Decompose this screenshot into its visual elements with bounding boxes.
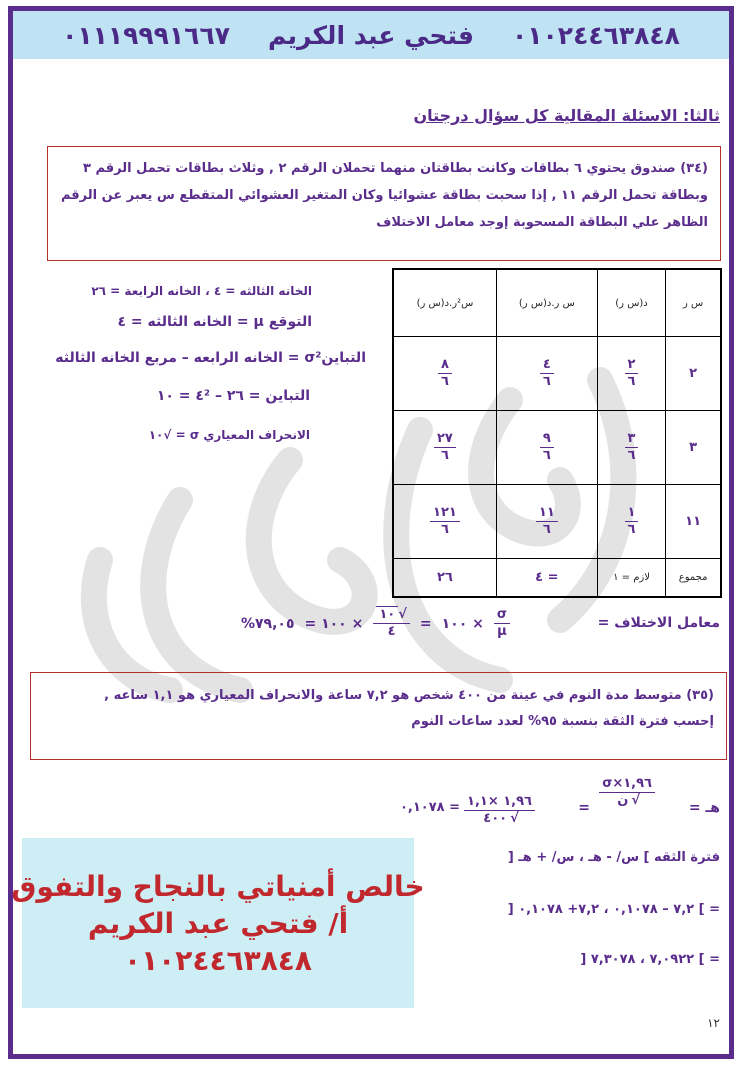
table-cell-x2p <box>393 411 496 485</box>
table-cell-p <box>597 485 665 559</box>
table-cell-x2p <box>393 337 496 411</box>
frac-num: ٢ <box>625 357 639 374</box>
distribution-table <box>392 268 722 598</box>
question-34-box <box>47 146 721 261</box>
frac-num: ٨ <box>438 357 452 374</box>
ci-interval-line3: = ] ٧,٠٩٢٢ ، ٧,٣٠٧٨ [ <box>580 952 720 967</box>
table-cell-x: ١١ <box>666 485 721 559</box>
frac-den: ٦ <box>542 448 551 464</box>
frac-num: ٩ <box>540 431 554 448</box>
ci-formula <box>599 772 655 809</box>
page-number: ١٢ <box>707 1016 720 1030</box>
table-cell-xp <box>496 337 597 411</box>
side-note-variance-value: التباين = ٢٦ – ٤² = ١٠ <box>156 388 310 404</box>
table-row <box>393 485 721 559</box>
question-34-line2: وبطاقة تحمل الرقم ١١ , إذا سحبت بطاقة عشوائيا وكان المتغير العشوائي المتقطع س يعبر عن الرقم <box>60 188 708 203</box>
cv-label: معامل الاختلاف = <box>597 615 720 631</box>
table-cell-x2p <box>393 485 496 559</box>
ci-calc <box>464 790 535 827</box>
table-row <box>393 411 721 485</box>
table-total-label: مجموع <box>666 559 721 597</box>
sqrt-value: ١٠ <box>376 606 398 622</box>
cv-times-result: × ١٠٠ = <box>304 615 364 632</box>
closing-message <box>11 838 425 1008</box>
table-cell-xp <box>496 485 597 559</box>
frac-den: ٤ <box>387 624 396 639</box>
table-cell-p <box>597 337 665 411</box>
frac-den: ٦ <box>440 448 449 464</box>
table-cell-xp <box>496 411 597 485</box>
table-cell-x: ٣ <box>666 411 721 485</box>
question-35-box <box>30 672 727 760</box>
table-total-p: لازم = ١ <box>597 559 665 597</box>
frac-den: √٤٠٠ <box>480 811 518 827</box>
side-note-variance-rule: التباينσ² = الخانه الرابعه – مربع الخانه الثالثه <box>55 350 366 366</box>
frac-den: ٦ <box>542 374 551 390</box>
frac-den: ٦ <box>542 522 551 538</box>
header-phone-left: ٠١١١٩٩٩١٦٦٧ <box>62 20 230 50</box>
frac-num: ٤ <box>540 357 554 374</box>
frac-num: σ <box>494 607 510 624</box>
sqrt-value: ن <box>614 792 631 808</box>
header-phone-right: ٠١٠٢٤٤٦٣٨٤٨ <box>512 20 680 50</box>
ci-calc-result: = ٠,١٠٧٨ <box>399 800 460 815</box>
table-row <box>393 337 721 411</box>
question-35-line2: إحسب فترة الثقة بنسبة ٩٥% لعدد ساعات النوم <box>411 714 714 729</box>
message-line2: أ/ فتحي عبد الكريم <box>87 906 349 940</box>
header-band <box>13 11 729 59</box>
frac-den: ٦ <box>627 374 636 390</box>
table-cell-p <box>597 411 665 485</box>
cv-eq-sign: = <box>419 615 432 632</box>
cv-times: × ١٠٠ <box>441 615 484 632</box>
side-note-expectation: التوقع μ = الخانه الثالثه = ٤ <box>117 314 312 330</box>
cv-sigma-over-mu <box>494 607 510 640</box>
question-34-line3: الظاهر علي البطاقة المسحوبة إوجد معامل الاختلاف <box>376 215 708 230</box>
frac-num: ١,٩٦×σ <box>599 776 655 793</box>
table-header: س ر <box>666 269 721 337</box>
frac-num: ١٢١ <box>430 505 460 522</box>
ci-interval-def: فترة الثقه ] س/ - هـ ، س/ + هـ [ <box>507 850 720 865</box>
frac-num: ١ <box>625 505 639 522</box>
table-cell-x: ٢ <box>666 337 721 411</box>
cv-result: ٧٩,٠٥% <box>240 615 295 632</box>
frac-num: ١,٩٦ ×١,١ <box>464 794 535 811</box>
table-total-xp: = ٤ <box>496 559 597 597</box>
question-34-line1: (٣٤) صندوق يحتوي ٦ بطاقات وكانت بطاقتان منهما تحملان الرقم ٢ , وثلاث بطاقات تحمل الرقم ٣ <box>82 161 708 176</box>
frac-num: ٢٧ <box>434 431 456 448</box>
table-total-row <box>393 559 721 597</box>
coefficient-of-variation <box>150 605 720 651</box>
frac-num: ٣ <box>625 431 639 448</box>
frac-den: ٦ <box>440 374 449 390</box>
question-35-line1: (٣٥) متوسط مدة النوم في عينة من ٤٠٠ شخص هو ٧,٢ ساعة والانحراف المعياري هو ١,١ ساعه , <box>104 688 714 703</box>
table-header: س ر.د(س ر) <box>496 269 597 337</box>
ci-h-label: هـ = <box>688 800 720 816</box>
frac-den: μ <box>497 624 507 639</box>
sqrt-value: ٤٠٠ <box>480 810 510 826</box>
section-title: ثالثا: الاسئلة المقالية كل سؤال درجتان <box>413 106 720 125</box>
frac-num: ١١ <box>536 505 558 522</box>
frac-den: ٦ <box>627 448 636 464</box>
ci-calc-frac <box>464 794 535 827</box>
frac-den: √ن <box>614 793 640 809</box>
header-name: فتحي عبد الكريم <box>267 20 475 50</box>
frac-den: ٦ <box>440 522 449 538</box>
side-note-cells: الخانه الثالثه = ٤ ، الخانه الرابعة = ٢٦ <box>91 284 312 298</box>
ci-formula-frac <box>599 776 655 809</box>
message-phone: ٠١٠٢٤٤٦٣٨٤٨ <box>124 943 312 977</box>
frac-num: √١٠ <box>373 607 410 624</box>
cv-equation <box>241 607 510 640</box>
frac-den: ٦ <box>627 522 636 538</box>
ci-eq-sign: = <box>578 800 590 816</box>
side-note-std-dev: الانحراف المعياري σ = √١٠ <box>148 428 310 442</box>
table-header: س²ر.د(س ر) <box>393 269 496 337</box>
ci-interval-line2: = ] ٧,٢ – ٠,١٠٧٨ ، ٧,٢+ ٠,١٠٧٨ [ <box>507 902 720 917</box>
table-total-x2p: ٢٦ <box>393 559 496 597</box>
table-header: د(س ر) <box>597 269 665 337</box>
table-header-row <box>393 269 721 337</box>
cv-sqrt10-over-4 <box>373 607 410 640</box>
message-line1: خالص أمنياتي بالنجاح والتفوق <box>11 869 425 903</box>
